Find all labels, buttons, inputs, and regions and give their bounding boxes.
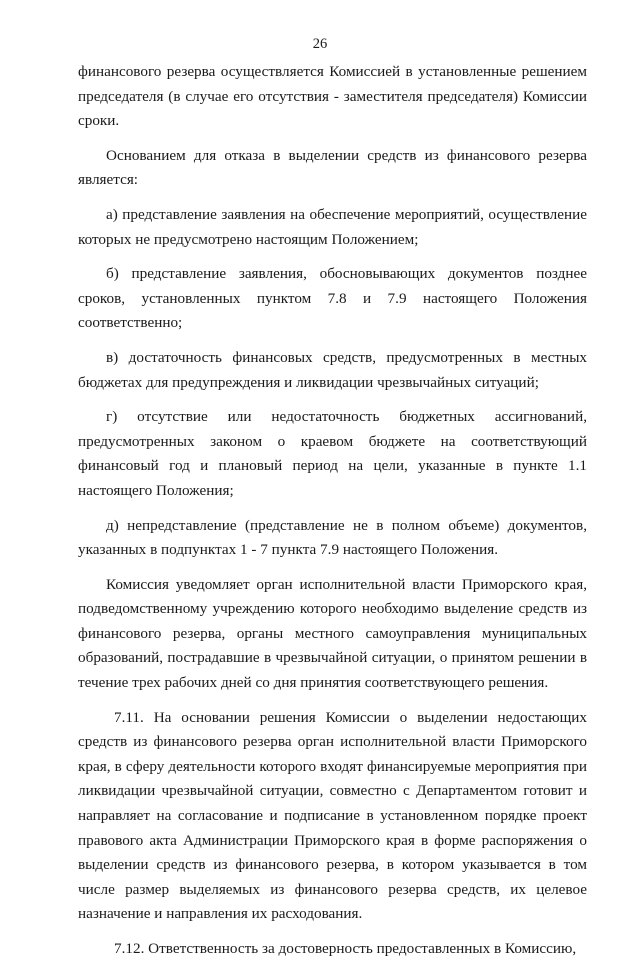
paragraph-commission-notice: Комиссия уведомляет орган исполнительной власти Приморского края, подведомственному учреждению которого необходимо выделение средств из финансового резерва, органы местного самоуправления муниципальных образований, пострадавшие в чрезвычайной ситуации, о принятом решении в течение трех рабочих дней со дня принятия соответствующего решения. — [78, 575, 587, 692]
paragraph-item-d: д) непредставление (представление не в полном объеме) документов, указанных в подпунктах 1 - 7 пункта 7.9 настоящего Положения. — [78, 516, 587, 559]
paragraph-7-12: 7.12. Ответственность за достоверность предоставленных в Комиссию, — [114, 940, 577, 957]
paragraph-item-g: г) отсутствие или недостаточность бюджетных ассигнований, предусмотренных законом о краевом бюджете на соответствующий финансовый год и плановый период на цели, указанные в пункте 1.1 настоящего Положения; — [78, 408, 587, 499]
document-body — [78, 60, 587, 962]
paragraph-item-b: б) представление заявления, обосновывающих документов позднее сроков, установленных пунктом 7.8 и 7.9 настоящего Положения соответственно; — [78, 265, 587, 332]
paragraph-item-v: в) достаточность финансовых средств, предусмотренных в местных бюджетах для предупреждения и ликвидации чрезвычайных ситуаций; — [78, 348, 587, 391]
paragraph-7-11: 7.11. На основании решения Комиссии о выделении недостающих средств из финансового резерва орган исполнительной власти Приморского края, в сферу деятельности которого входят финансируемые мероприятия при ликвидации чрезвычайной ситуации, совместно с Департаментом готовит и направляет на согласование и подписание в установленном порядке проект правового акта Администрации Приморского края в форме распоряжения о выделении средств из финансового резерва, в котором указывается в том числе размер выделяемых из финансового резерва средств, их целевое назначение и направления их расходования. — [78, 708, 587, 923]
paragraph-refusal-grounds: Основанием для отказа в выделении средств из финансового резерва является: — [78, 146, 587, 189]
paragraph-continuation: финансового резерва осуществляется Комиссией в установленные решением председателя (в случае его отсутствия - заместителя председателя) Комиссии сроки. — [78, 63, 587, 130]
page-number: 26 — [312, 36, 328, 52]
paragraph-item-a: а) представление заявления на обеспечение мероприятий, осуществление которых не предусмотрено настоящим Положением; — [78, 205, 587, 248]
